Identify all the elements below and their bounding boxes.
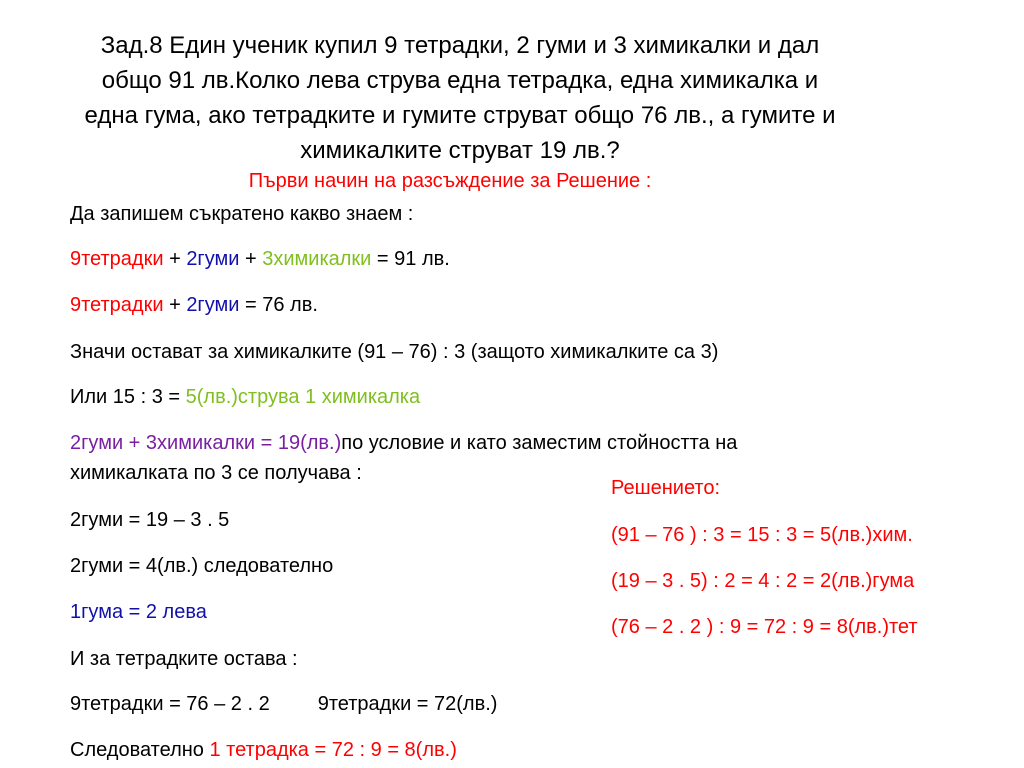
pen-price-calc: Или 15 : 3 =: [70, 386, 186, 408]
problem-line-2: общо 91 лв.Колко лева струва една тетрадка, една химикалка и: [101, 67, 819, 94]
step-pen-price: [70, 384, 420, 410]
solution-line-notebook: (76 – 2 . 2 ) : 9 = 72 : 9 = 8(лв.)тет: [611, 616, 918, 638]
step-notebook-price: [70, 737, 457, 763]
solution-line-pen: (91 – 76 ) : 3 = 15 : 3 = 5(лв.)хим.: [611, 524, 913, 546]
solution-line-eraser: (19 – 3 . 5) : 2 = 4 : 2 = 2(лв.)гума: [611, 570, 915, 592]
substitution-text-cont: химикалката по 3 се получава :: [70, 462, 362, 484]
term-notebooks: 9тетрадки: [70, 294, 164, 316]
plus-sign: +: [163, 248, 187, 270]
step-notebooks-calc: [70, 691, 497, 717]
problem-line-4: химикалките струват 19 лв.?: [300, 137, 620, 164]
step-equation-notebooks-erasers: [70, 292, 318, 318]
conclusion-word: Следователно: [70, 739, 210, 761]
term-erasers: 2гуми: [186, 294, 240, 316]
substitution-text: по условие и като заместим стойността на: [341, 432, 738, 454]
problem-line-3: една гума, ако тетрадките и гумите струват общо 76 лв., а гумите и: [84, 102, 836, 129]
step-erasers-calc: 2гуми = 19 – 3 . 5: [70, 509, 230, 531]
equation-result: = 91 лв.: [371, 248, 450, 270]
term-notebooks: 9тетрадки: [70, 248, 164, 270]
equation-result: = 76 лв.: [239, 294, 318, 316]
erasers-pens-equation: 2гуми + 3химикалки = 19(лв.): [70, 432, 342, 454]
step-known-intro: Да запишем съкратено какво знаем :: [70, 203, 414, 225]
problem-line-1: Зад.8 Един ученик купил 9 тетрадки, 2 гуми и 3 химикалки и дал: [100, 32, 820, 59]
notebooks-total: 9тетрадки = 72(лв.): [317, 693, 498, 715]
plus-sign: +: [239, 248, 263, 270]
step-pens-remaining: Значи остават за химикалките (91 – 76) : 3 (защото химикалките са 3): [70, 341, 719, 363]
method-title: Първи начин на разсъждение за Решение :: [248, 170, 652, 192]
term-pens: 3химикалки: [262, 248, 372, 270]
term-erasers: 2гуми: [186, 248, 240, 270]
step-equation-total: [70, 246, 450, 272]
notebooks-calc: 9тетрадки = 76 – 2 . 2: [70, 693, 270, 715]
pen-price-result: 5(лв.)струва 1 химикалка: [185, 386, 421, 408]
step-notebooks-intro: И за тетрадките остава :: [70, 648, 298, 670]
problem-statement: [0, 28, 920, 168]
step-eraser-price: 1гума = 2 лева: [70, 601, 207, 623]
step-erasers-total: 2гуми = 4(лв.) следователно: [70, 555, 334, 577]
solution-title: Решението:: [611, 477, 721, 499]
notebook-price-result: 1 тетрадка = 72 : 9 = 8(лв.): [209, 739, 457, 761]
plus-sign: +: [163, 294, 187, 316]
